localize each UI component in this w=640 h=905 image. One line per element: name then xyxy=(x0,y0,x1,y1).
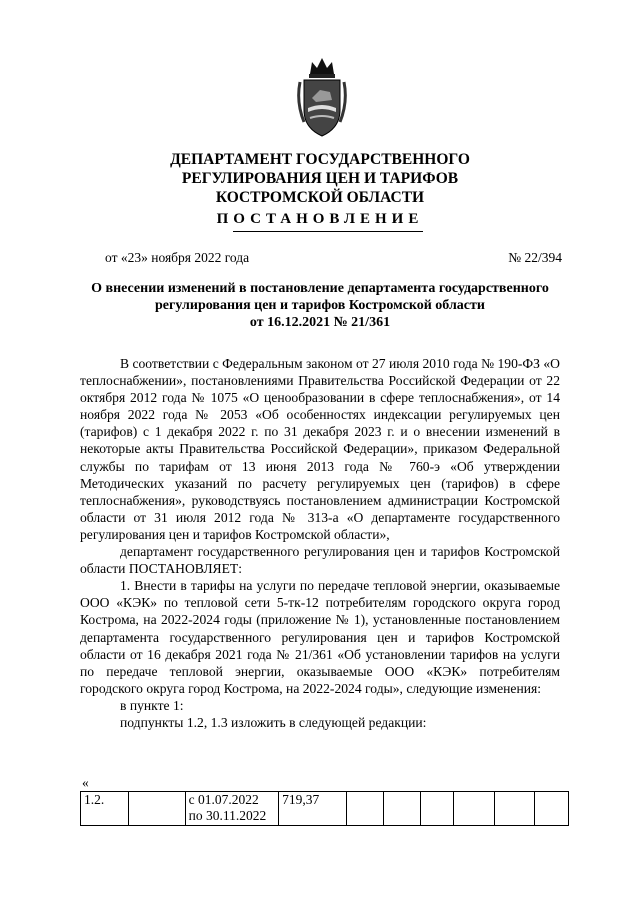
department-line-2: РЕГУЛИРОВАНИЯ ЦЕН И ТАРИФОВ xyxy=(181,170,459,187)
table-cell-empty xyxy=(346,792,383,826)
document-number: № 22/394 xyxy=(508,250,562,265)
table-cell-empty xyxy=(129,792,185,826)
department-line-1: ДЕПАРТАМЕНТ ГОСУДАРСТВЕННОГО xyxy=(170,151,470,168)
divider xyxy=(233,231,423,232)
table-cell-empty xyxy=(494,792,535,826)
document-subject xyxy=(80,280,560,331)
subject-line-2: регулирования цен и тарифов Костромской области xyxy=(155,298,485,313)
table-cell-empty xyxy=(535,792,569,826)
document-type: ПОСТАНОВЛЕНИЕ xyxy=(216,211,424,227)
subject-line-1: О внесении изменений в постановление департамента государственного xyxy=(91,281,549,296)
table-cell-empty xyxy=(454,792,495,826)
decree-clause: департамент государственного регулирования цен и тарифов Костромской области ПОСТАНОВЛЯЕТ: xyxy=(80,544,560,577)
preamble-paragraph: В соответствии с Федеральным законом от 27 июля 2010 года № 190-ФЗ «О теплоснабжении», постановлениями Правительства Российской Федерации от 22 октября 2012 года № 1075 «О ценообразовании в сфере теплоснабжения», от 14 ноября 2022 года № 2053 «Об особенностях индексации регулируемых цен (тарифов) с 1 декабря 2022 г. по 31 декабря 2023 г. и о внесении изменений в некоторые акты Правительства Российской Федерации», приказом Федеральной службы по тарифам от 13 июня 2013 года № 760-э «Об утверждении Методических указаний по расчету регулируемых цен (тарифов) в сфере теплоснабжения», руководствуясь постановлением администрации Костромской области от 31 июля 2012 года № 313-а «О департаменте государственного регулирования цен и тарифов Костромской области», xyxy=(80,356,560,542)
kostroma-coat-of-arms-icon xyxy=(296,52,348,142)
document-date: от «23» ноября 2022 года xyxy=(105,250,250,265)
period-to: по 30.11.2022 xyxy=(188,808,267,823)
period-from: с 01.07.2022 xyxy=(188,792,259,807)
table-cell-num: 1.2. xyxy=(81,792,129,826)
subpoints-paragraph: подпункты 1.2, 1.3 изложить в следующей редакции: xyxy=(120,714,427,730)
item-1-paragraph: 1. Внести в тарифы на услуги по передаче тепловой энергии, оказываемые ООО «КЭК» по тепловой сети 5-тк-12 потребителям городского округа город Кострома, на 2022-2024 годы (приложение № 1), установленные постановлением департамента государственного регулирования цен и тарифов Костромской области от 16 декабря 2021 года № 21/361 «Об установлении тарифов на услуги по передаче тепловой энергии, оказываемые ООО «КЭК» потребителям городского округа город Кострома, на 2022-2024 годы», следующие изменения: xyxy=(80,578,560,696)
table-cell-empty xyxy=(420,792,453,826)
table-cell-empty xyxy=(383,792,420,826)
table-cell-value: 719,37 xyxy=(279,792,347,826)
document-body xyxy=(80,355,560,731)
table-cell-period xyxy=(185,792,279,826)
subject-line-3: от 16.12.2021 № 21/361 xyxy=(249,315,391,330)
department-name xyxy=(100,150,540,207)
table-row xyxy=(81,792,569,826)
open-quote: « xyxy=(82,775,89,790)
tariff-table xyxy=(80,791,569,826)
department-line-3: КОСТРОМСКОЙ ОБЛАСТИ xyxy=(215,189,425,206)
point-paragraph: в пункте 1: xyxy=(120,697,184,713)
